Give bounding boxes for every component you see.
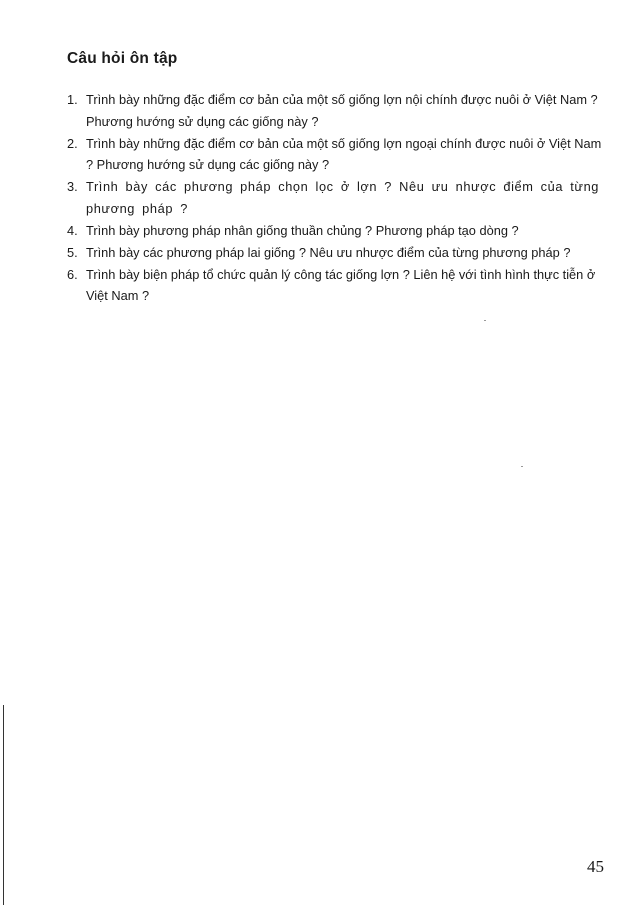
question-number: 6.	[67, 266, 78, 282]
question-text: Trình bày những đặc điểm cơ bản của một số giống lợn ngoại chính được nuôi ở Việt Nam ? Phương hướng sử dụng các giống này ?	[86, 135, 602, 172]
question-item	[67, 242, 607, 264]
question-item	[67, 220, 607, 242]
scan-speck	[521, 466, 523, 467]
page-number: 45	[587, 857, 604, 876]
question-number: 1.	[67, 92, 78, 107]
question-number: 3.	[67, 179, 78, 194]
question-text: Trình bày những đặc điểm cơ bản của một số giống lợn nội chính được nuôi ở Việt Nam ? Phương hướng sử dụng các giống này ?	[86, 92, 598, 129]
question-text: Trình bày các phương pháp chọn lọc ở lợn ? Nêu ưu nhược điểm của từng phương pháp ?	[86, 179, 600, 216]
scan-speck	[484, 320, 486, 321]
question-item	[67, 264, 607, 307]
question-text: Trình bày biện pháp tổ chức quản lý công tác giống lợn ? Liên hệ với tình hình thực tiễn ở Việt Nam ?	[86, 266, 596, 303]
question-number: 2.	[67, 135, 78, 151]
review-question-list	[67, 89, 607, 307]
question-item	[67, 176, 607, 219]
section-heading: Câu hỏi ôn tập	[67, 50, 178, 67]
scan-edge-line	[3, 705, 4, 905]
question-number: 5.	[67, 244, 78, 260]
question-text: Trình bày các phương pháp lai giống ? Nêu ưu nhược điểm của từng phương pháp ?	[86, 244, 571, 260]
question-number: 4.	[67, 222, 78, 238]
question-item	[67, 133, 607, 176]
question-text: Trình bày phương pháp nhân giống thuần chủng ? Phương pháp tạo dòng ?	[86, 222, 519, 238]
question-item	[67, 89, 607, 132]
